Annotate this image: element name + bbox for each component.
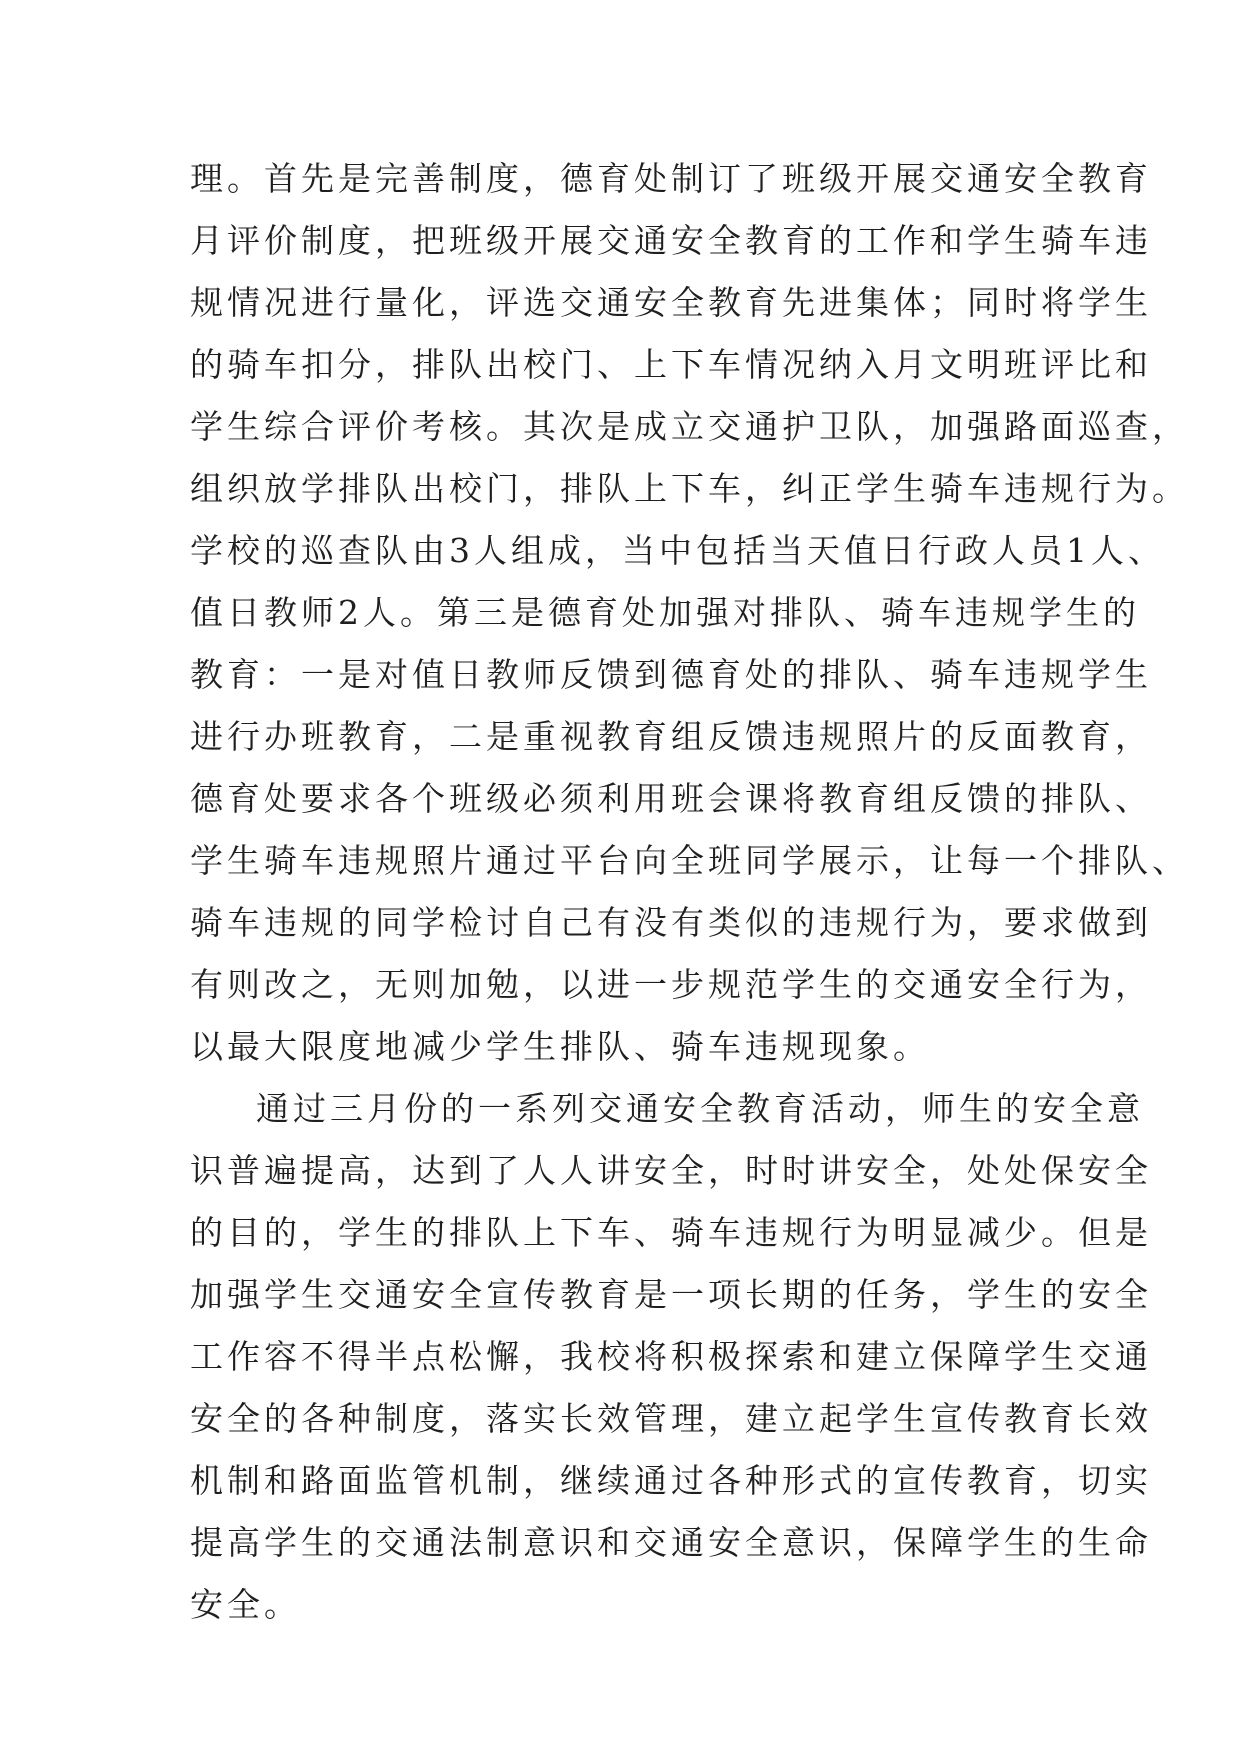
paragraph-1-line-10: 进行办班教育，二是重视教育组反馈违规照片的反面教育， <box>190 717 1152 756</box>
paragraph-1-line-6: 组织放学排队出校门，排队上下车，纠正学生骑车违规行为。 <box>190 469 1189 508</box>
paragraph-2-line-4: 加强学生交通安全宣传教育是一项长期的任务，学生的安全 <box>190 1275 1152 1314</box>
paragraph-1-line-14: 有则改之，无则加勉，以进一步规范学生的交通安全行为， <box>190 965 1152 1004</box>
paragraph-1-line-3: 规情况进行量化，评选交通安全教育先进集体；同时将学生 <box>190 283 1152 322</box>
paragraph-1-line-8: 值日教师2人。第三是德育处加强对排队、骑车违规学生的 <box>190 593 1140 632</box>
paragraph-1-line-11: 德育处要求各个班级必须利用班会课将教育组反馈的排队、 <box>190 779 1152 818</box>
paragraph-1-line-2: 月评价制度，把班级开展交通安全教育的工作和学生骑车违 <box>190 221 1152 260</box>
paragraph-2-line-2: 识普遍提高，达到了人人讲安全，时时讲安全，处处保安全 <box>190 1151 1152 1190</box>
paragraph-2-line-3: 的目的，学生的排队上下车、骑车违规行为明显减少。但是 <box>190 1213 1152 1252</box>
paragraph-2-line-1: 通过三月份的一系列交通安全教育活动，师生的安全意 <box>256 1089 1144 1128</box>
paragraph-2-line-9: 安全。 <box>190 1585 301 1624</box>
paragraph-1-line-5: 学生综合评价考核。其次是成立交通护卫队，加强路面巡查， <box>190 407 1189 446</box>
paragraph-2-line-5: 工作容不得半点松懈，我校将积极探索和建立保障学生交通 <box>190 1337 1152 1376</box>
paragraph-1-line-15: 以最大限度地减少学生排队、骑车违规现象。 <box>190 1027 930 1066</box>
paragraph-1-line-9: 教育：一是对值日教师反馈到德育处的排队、骑车违规学生 <box>190 655 1152 694</box>
paragraph-2-line-8: 提高学生的交通法制意识和交通安全意识，保障学生的生命 <box>190 1523 1152 1562</box>
paragraph-2-line-7: 机制和路面监管机制，继续通过各种形式的宣传教育，切实 <box>190 1461 1152 1500</box>
paragraph-1-line-12: 学生骑车违规照片通过平台向全班同学展示，让每一个排队、 <box>190 841 1189 880</box>
paragraph-1-line-1: 理。首先是完善制度，德育处制订了班级开展交通安全教育 <box>190 159 1152 198</box>
document-body <box>190 148 1189 1636</box>
paragraph-2-line-6: 安全的各种制度，落实长效管理，建立起学生宣传教育长效 <box>190 1399 1152 1438</box>
paragraph-1-line-7: 学校的巡查队由3人组成，当中包括当天值日行政人员1人、 <box>190 531 1165 570</box>
paragraph-1-line-13: 骑车违规的同学检讨自己有没有类似的违规行为，要求做到 <box>190 903 1152 942</box>
paragraph-1-line-4: 的骑车扣分，排队出校门、上下车情况纳入月文明班评比和 <box>190 345 1152 384</box>
